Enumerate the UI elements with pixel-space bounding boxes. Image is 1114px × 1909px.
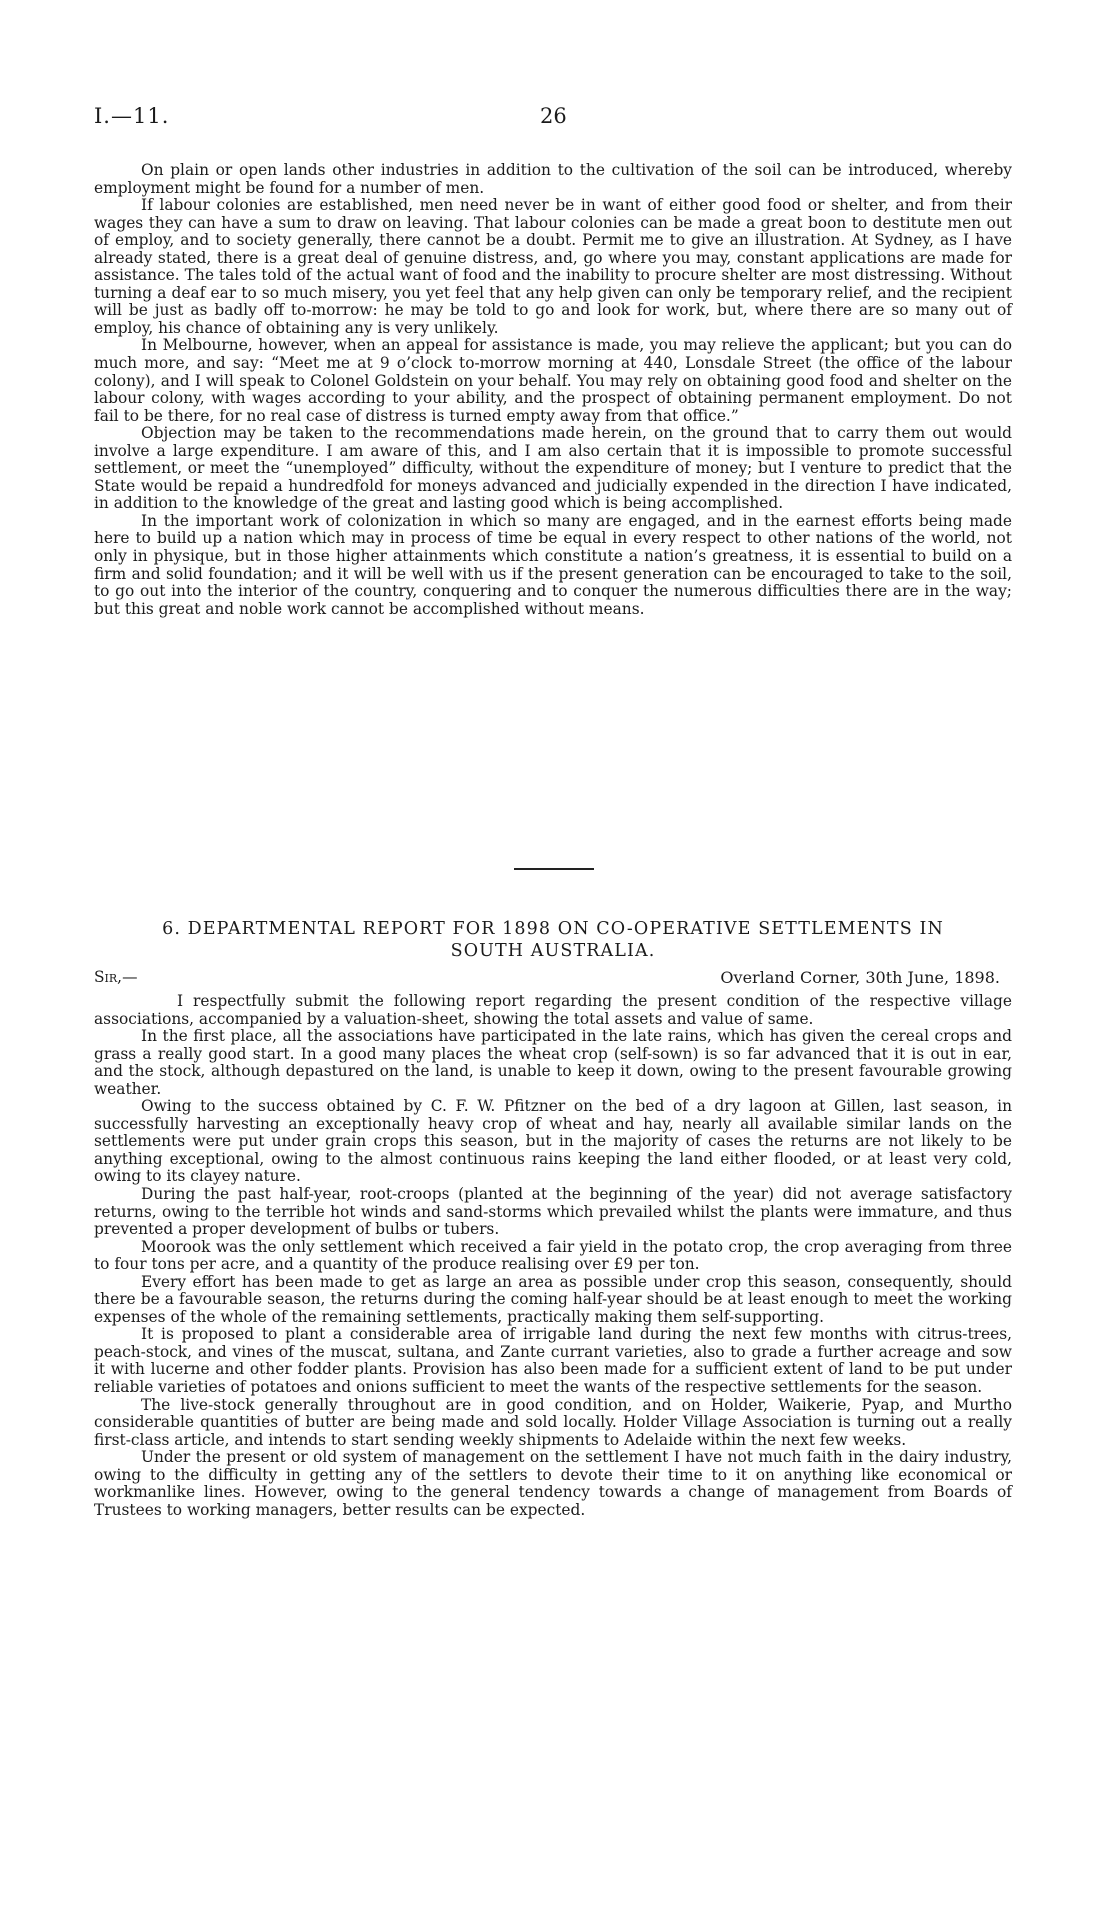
letter-opening <box>94 968 1012 988</box>
section-divider <box>514 868 594 870</box>
page-number: 26 <box>540 104 567 128</box>
place-date: Overland Corner, 30th June, 1898. <box>720 968 1000 987</box>
salutation: Sir,— <box>94 968 138 986</box>
paragraph: During the past half-year, root-croops (planted at the beginning of the year) did not average satisfactory returns, owing to the terrible hot winds and sand-storms which prevailed whilst the plants were immature, and thus prevented a proper development of bulbs or tubers. <box>94 1185 1012 1239</box>
paragraph: Under the present or old system of management on the settlement I have not much faith in the dairy industry, owing to the difficulty in getting any of the settlers to devote their time to it on anything like economical or workmanlike lines. However, owing to the general tendency towards a change of management from Boards of Trustees to working managers, better results can be expected. <box>94 1448 1012 1519</box>
paragraph: On plain or open lands other industries in addition to the cultivation of the soil can be introduced, whereby employment might be found for a number of men. <box>94 161 1012 197</box>
section-heading-line: SOUTH AUSTRALIA. <box>450 941 656 961</box>
paragraph: In the important work of colonization in which so many are engaged, and in the earnest efforts being made here to build up a nation which may in process of time be equal in every respect to other nations of the world, not only in physique, but in those higher attainments which constitute a nation’s greatness, it is essential to build on a firm and solid foundation; and it will be well with us if the present generation can be encouraged to take to the soil, to go out into the interior of the country, conquering and to conquer the numerous difficulties there are in the way; but this great and noble work cannot be accomplished without means. <box>94 511 1012 618</box>
page-header <box>94 104 1012 134</box>
section-heading-line: 6. DEPARTMENTAL REPORT FOR 1898 ON CO-OPERATIVE SETTLEMENTS IN <box>162 919 944 939</box>
paragraph: If labour colonies are established, men need never be in want of either good food or shelter, and from their wages they can have a sum to draw on leaving. That labour colonies can be made a great boon to destitute men out of employ, and to society generally, there cannot be a doubt. Permit me to give an illustration. At Sydney, as I have already stated, there is a great deal of genuine distress, and, go where you may, constant applications are made for assistance. The tales told of the actual want of food and the inability to procure shelter are most distressing. Without turning a deaf ear to so much misery, you yet feel that any help given can only be temporary relief, and the recipient will be just as badly off to-morrow: he may be told to go and look for work, but, where there are so many out of employ, his chance of obtaining any is very unlikely. <box>94 196 1012 337</box>
departmental-report <box>94 993 1012 1519</box>
paragraph: Every effort has been made to get as large an area as possible under crop this season, consequently, should there be a favourable season, the returns during the coming half-year should be at least enough to meet the working expenses of the whole of the remaining settlements, practically making them self-supporting. <box>94 1272 1012 1326</box>
section-heading <box>94 918 1012 962</box>
paragraph: It is proposed to plant a considerable area of irrigable land during the next few months with citrus-trees, peach-stock, and vines of the muscat, sultana, and Zante currant varieties, also to grade a further acreage and sow it with lucerne and other fodder plants. Provision has also been made for a sufficient extent of land to be put under reliable varieties of potatoes and onions sufficient to meet the wants of the respective settlements for the season. <box>94 1325 1012 1397</box>
report-continuation <box>94 162 1012 618</box>
paragraph: The live-stock generally throughout are in good condition, and on Holder, Waikerie, Pyap, and Murtho considerable quantities of butter are being made and sold locally. Holder Village Association is turning out a really first-class article, and intends to start sending weekly shipments to Adelaide within the next few weeks. <box>94 1395 1012 1449</box>
paragraph: In Melbourne, however, when an appeal for assistance is made, you may relieve the applicant; but you can do much more, and say: “Meet me at 9 o’clock to-morrow morning at 440, Lonsdale Street (the office of the labour colony), and I will speak to Colonel Goldstein on your behalf. You may rely on obtaining good food and shelter on the labour colony, with wages according to your ability, and the prospect of obtaining permanent employment. Do not fail to be there, for no real case of distress is turned empty away from that office.” <box>94 336 1012 425</box>
paragraph: Owing to the success obtained by C. F. W. Pfitzner on the bed of a dry lagoon at Gillen, last season, in successfully harvesting an exceptionally heavy crop of wheat and hay, nearly all available similar lands on the settlements were put under grain crops this season, but in the majority of cases the returns are not likely to be anything exceptional, owing to the almost continuous rains keeping the land either flooded, or at least very cold, owing to its clayey nature. <box>94 1097 1012 1186</box>
paragraph: In the first place, all the associations have participated in the late rains, which has given the cereal crops and grass a really good start. In a good many places the wheat crop (self-sown) is so far advanced that it is out in ear, and the stock, although depastured on the land, is unable to keep it down, owing to the present favourable growing weather. <box>94 1027 1012 1098</box>
paragraph: Objection may be taken to the recommendations made herein, on the ground that to carry them out would involve a large expenditure. I am aware of this, and I am also certain that it is impossible to promote successful settlement, or meet the “unemployed” difficulty, without the expenditure of money; but I venture to predict that the State would be repaid a hundredfold for moneys advanced and judicially expended in the direction I have indicated, in addition to the knowledge of the great and lasting good which is being accomplished. <box>94 424 1012 513</box>
paragraph: I respectfully submit the following report regarding the present condition of the respective village associations, accompanied by a valuation-sheet, showing the total assets and value of same. <box>94 992 1012 1028</box>
document-reference: I.—11. <box>94 104 170 128</box>
paragraph: Moorook was the only settlement which received a fair yield in the potato crop, the crop averaging from three to four tons per acre, and a quantity of the produce realising over £9 per ton. <box>94 1237 1012 1274</box>
